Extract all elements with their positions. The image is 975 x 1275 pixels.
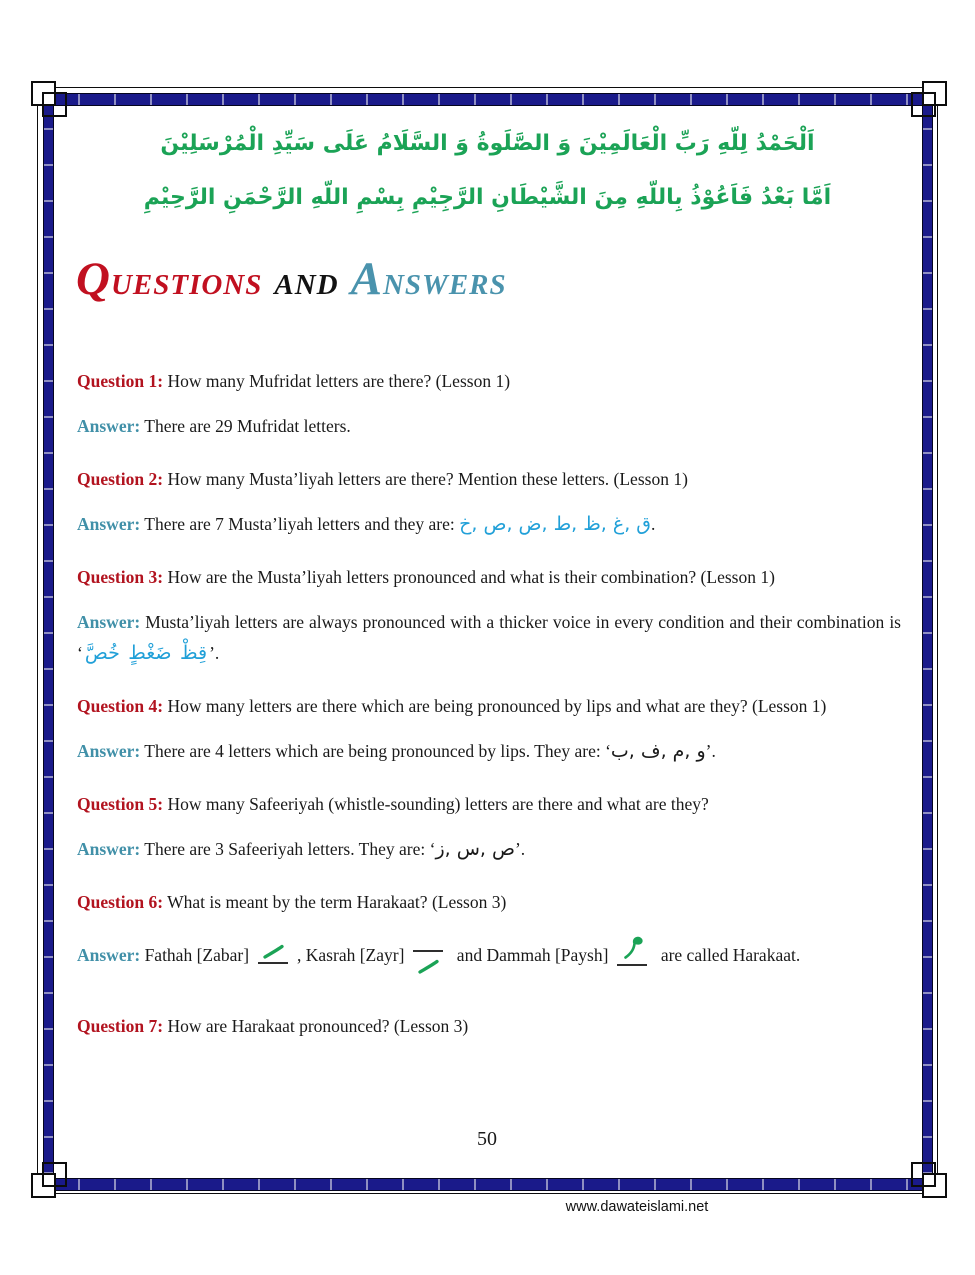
page-title xyxy=(76,252,900,306)
question-6-label: Question 6: xyxy=(77,892,164,912)
arabic-header xyxy=(80,124,895,232)
question-2-label: Question 2: xyxy=(77,469,164,489)
answer-5-text-end: ’. xyxy=(514,839,526,859)
title-and-initial: A xyxy=(274,269,295,301)
question-4 xyxy=(77,691,901,722)
question-1-label: Question 1: xyxy=(77,371,164,391)
answer-2-label: Answer: xyxy=(77,514,141,534)
title-answers-rest: NSWERS xyxy=(382,269,507,301)
answer-4-text-end: ’. xyxy=(705,741,716,761)
answer-6-text-1: Fathah [Zabar] xyxy=(144,945,250,965)
question-2-text: How many Musta’liyah letters are there? Mention these letters. (Lesson 1) xyxy=(167,469,688,489)
answer-2-text-end: . xyxy=(651,514,656,534)
title-and-rest: ND xyxy=(294,269,339,301)
question-1 xyxy=(77,366,901,397)
frame-band-top xyxy=(43,93,933,106)
answer-1 xyxy=(77,411,901,442)
answer-2-arabic-letters: خ, ص, ض, ط, ظ, غ, ق xyxy=(459,513,652,535)
answer-3 xyxy=(77,607,901,669)
question-5-label: Question 5: xyxy=(77,794,164,814)
question-1-text: How many Mufridat letters are there? (Lesson 1) xyxy=(167,371,511,391)
kasrah-zayr-symbol-icon xyxy=(409,947,447,989)
question-3 xyxy=(77,562,901,593)
answer-1-text: There are 29 Mufridat letters. xyxy=(144,416,351,436)
page-number: 50 xyxy=(477,1128,497,1150)
question-6 xyxy=(77,887,901,918)
question-5 xyxy=(77,789,901,820)
answer-3-text: Musta’liyah letters are always pronounced with a thicker voice in every condition and their combination is ‘ xyxy=(77,612,901,663)
answer-6-text-4: are called Harakaat. xyxy=(656,945,801,965)
title-questions-rest: UESTIONS xyxy=(110,269,263,301)
answer-3-arabic-word-2: ضَغْطٍ xyxy=(128,642,172,664)
answer-3-arabic-word-1: خُصَّ xyxy=(84,642,120,664)
fathah-zabar-symbol-icon xyxy=(254,940,292,980)
question-4-label: Question 4: xyxy=(77,696,164,716)
answer-5 xyxy=(77,834,901,865)
question-5-text: How many Safeeriyah (whistle-sounding) letters are there and what are they? xyxy=(167,794,709,814)
dammah-paysh-symbol-icon xyxy=(613,932,651,982)
answer-3-arabic-word-3: قِظْ xyxy=(179,642,208,664)
answer-5-label: Answer: xyxy=(77,839,141,859)
answer-1-label: Answer: xyxy=(77,416,141,436)
arabic-hamd-line: اَلْحَمْدُ لِلّهِ رَبِّ الْعَالَمِيْنَ وَ الصَّلَوةُ وَ السَّلَامُ عَلَى سَيِّدِ الْمُرْسَلِيْنَ xyxy=(160,131,815,156)
qa-content xyxy=(77,366,901,1042)
answer-6-text-3: and Dammah [Paysh] xyxy=(452,945,609,965)
title-questions-initial: Q xyxy=(76,253,111,305)
answer-5-arabic-letters: ز, س, ص xyxy=(435,838,515,860)
answer-3-label: Answer: xyxy=(77,612,141,632)
question-3-text: How are the Musta’liyah letters pronounced and what is their combination? (Lesson 1) xyxy=(167,567,775,587)
title-answers-initial: A xyxy=(350,253,383,305)
corner-ornament-bottom-left-inner xyxy=(42,1162,67,1187)
answer-4 xyxy=(77,736,901,767)
website-url: www.dawateislami.net xyxy=(565,1199,709,1215)
question-3-label: Question 3: xyxy=(77,567,164,587)
answer-2 xyxy=(77,509,901,540)
question-7-label: Question 7: xyxy=(77,1016,164,1036)
answer-5-text: There are 3 Safeeriyah letters. They are: ‘ xyxy=(144,839,436,859)
answer-6-label: Answer: xyxy=(77,945,141,965)
frame-band-right xyxy=(922,93,933,1191)
frame-band-left xyxy=(43,93,54,1191)
question-4-text: How many letters are there which are being pronounced by lips and what are they? (Lesson 1) xyxy=(167,696,827,716)
answer-6-text-2: , Kasrah [Zayr] xyxy=(297,945,405,965)
answer-3-text-end: ’. xyxy=(209,643,220,663)
corner-ornament-top-left-inner xyxy=(42,92,67,117)
question-2 xyxy=(77,464,901,495)
corner-ornament-top-right-inner xyxy=(911,92,936,117)
question-7 xyxy=(77,1011,901,1042)
arabic-tauz-tasmiyah-line: اَمَّا بَعْدُ فَاَعُوْذُ بِاللّهِ مِنَ الشَّيْطَانِ الرَّجِيْمِ بِسْمِ اللّهِ الرَّحْمَنِ الرَّحِيْمِ xyxy=(143,185,832,210)
answer-2-text: There are 7 Musta’liyah letters and they are: xyxy=(144,514,460,534)
question-7-text: How are Harakaat pronounced? (Lesson 3) xyxy=(167,1016,469,1036)
answer-6 xyxy=(77,932,901,989)
answer-4-arabic-letters: ب, ف, م, و xyxy=(610,740,706,762)
corner-ornament-bottom-right-inner xyxy=(911,1162,936,1187)
answer-4-label: Answer: xyxy=(77,741,141,761)
question-6-text: What is meant by the term Harakaat? (Lesson 3) xyxy=(167,892,507,912)
answer-4-text: There are 4 letters which are being pronounced by lips. They are: ‘ xyxy=(144,741,611,761)
frame-band-bottom xyxy=(43,1178,933,1191)
